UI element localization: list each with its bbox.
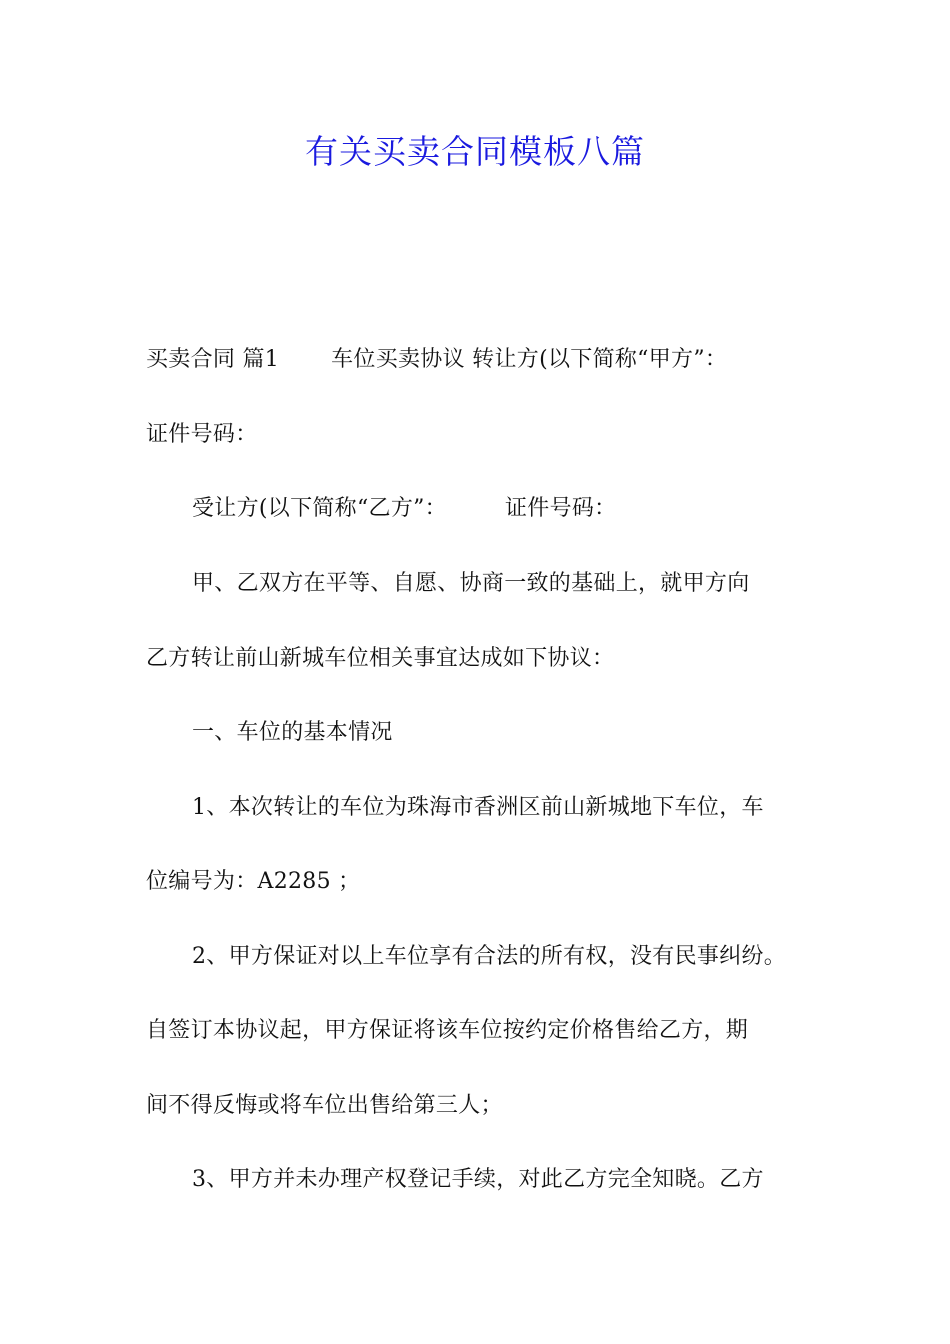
paragraph-line [146, 867, 360, 897]
paragraph-line [146, 1091, 503, 1121]
paragraph-text: 自签订本协议起，甲方保证将该车位按约定价格售给乙方，期 [146, 1018, 749, 1043]
paragraph-line [146, 1016, 748, 1046]
paragraph-line [146, 644, 614, 674]
paragraph-line [146, 345, 727, 375]
section-heading: 一、车位的基本情况 [192, 720, 393, 745]
paragraph-text: 证件号码： [146, 422, 258, 447]
paragraph-line [192, 1165, 764, 1195]
paragraph-line [146, 420, 258, 450]
paragraph-line [192, 718, 393, 748]
paragraph-text: 车位买卖协议 转让方(以下简称“甲方”： [331, 347, 728, 372]
paragraph-line [192, 494, 617, 524]
paragraph-text: 位编号为：A2285 ； [146, 869, 361, 894]
paragraph-line [192, 569, 750, 599]
paragraph-text: 受让方(以下简称“乙方”： [192, 496, 447, 521]
document-title: 有关买卖合同模板八篇 [305, 132, 645, 171]
paragraph-text: 1、本次转让的车位为珠海市香洲区前山新城地下车位，车 [192, 795, 764, 820]
paragraph-text: 间不得反悔或将车位出售给第三人； [146, 1093, 503, 1118]
paragraph-text: 3、甲方并未办理产权登记手续，对此乙方完全知晓。乙方 [192, 1167, 764, 1192]
paragraph-text: 2、甲方保证对以上车位享有合法的所有权，没有民事纠纷。 [192, 944, 787, 969]
paragraph-text: 乙方转让前山新城车位相关事宜达成如下协议： [146, 646, 615, 671]
paragraph-text: 甲、乙双方在平等、自愿、协商一致的基础上，就甲方向 [192, 571, 750, 596]
paragraph-line [192, 942, 786, 972]
section-heading: 买卖合同 篇1 [146, 347, 280, 372]
paragraph-line [192, 793, 764, 823]
paragraph-text: 证件号码： [504, 496, 617, 521]
